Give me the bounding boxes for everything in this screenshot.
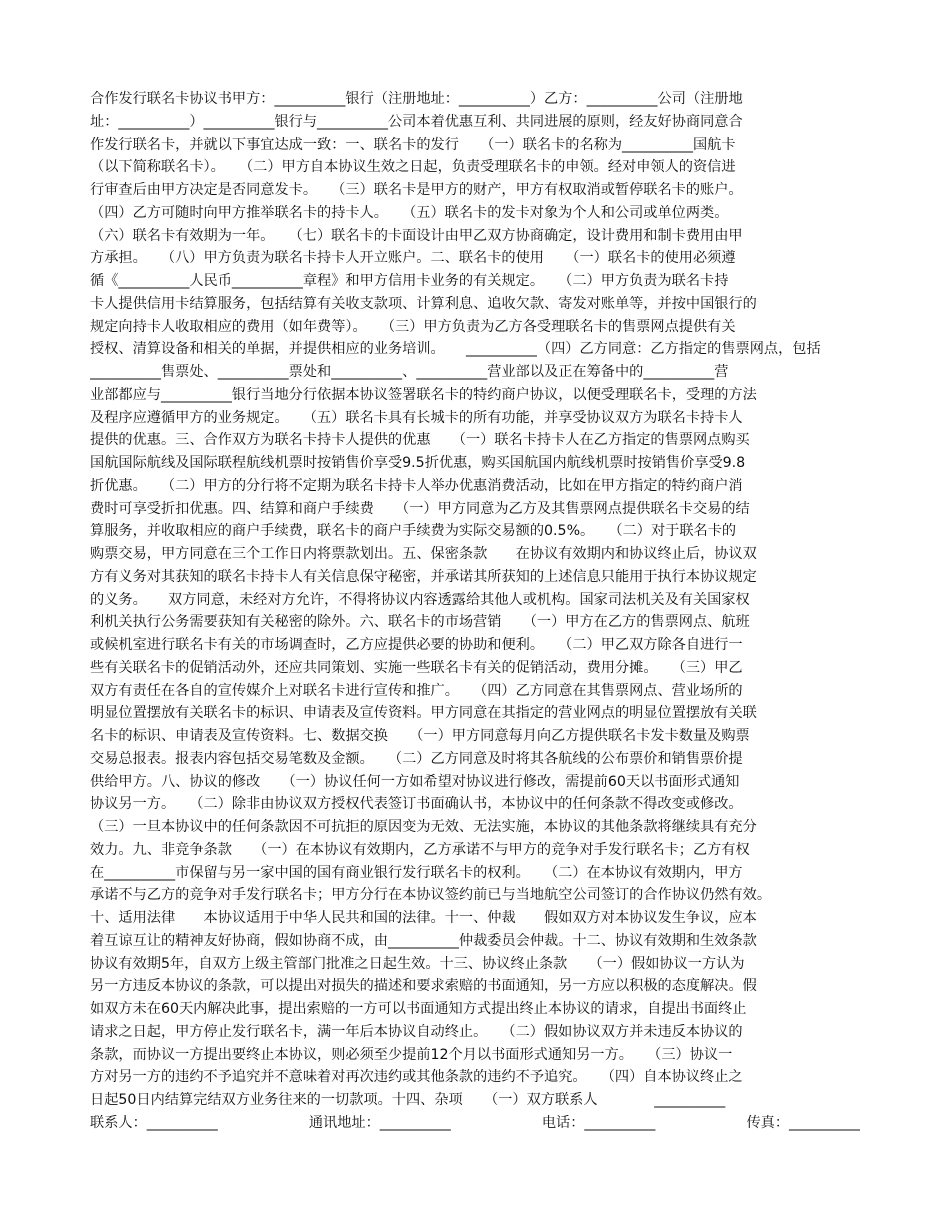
text-line: 交易总报表。报表内容包括交易笔数及金额。 （二）乙方同意及时将其各航线的公布票价和销售票价提 <box>90 750 743 767</box>
text-line: 或候机室进行联名卡有关的市场调查时，乙方应提供必要的协助和便利。 （二）甲乙双方除各自进行一 <box>90 637 743 653</box>
text-line: 供给甲方。八、协议的修改 （一）协议任何一方如希望对协议进行修改，需提前60天以书面形式通知 <box>90 773 740 790</box>
text-line: 方有义务对其获知的联名卡持卡人有关信息保守秘密，并承诺其所获知的上述信息只能用于执行本协议规定 <box>90 568 757 585</box>
text-line: 协议有效期5年，自双方上级主管部门批准之日起生效。十三、协议终止条款 （一）假如协议一方认为 <box>90 955 745 972</box>
text-line: 授权、清算设备和相关的单据，并提供相应的业务培训。 __________（四）乙方同意：乙方指定的售票网点，包括 <box>90 341 821 358</box>
text-line: 明显位置摆放有关联名卡的标识、申请表及宣传资料。甲方同意在其指定的营业网点的明显位置摆放有关联 <box>90 705 757 722</box>
contact-person-field: 联系人：__________ <box>90 1114 218 1131</box>
text-line: 双方有责任在各自的宣传媒介上对联名卡进行宣传和推广。 （四）乙方同意在其售票网点、营业场所的 <box>90 682 743 699</box>
text-line: 利机关执行公务需要获知有关秘密的除外。六、联名卡的市场营销 （一）甲方在乙方的售票网点、航班 <box>90 614 750 631</box>
phone-field: 电话：__________ <box>541 1114 656 1131</box>
text-line: 合作发行联名卡协议书甲方：__________银行（注册地址：__________）乙方：__________公司（注册地 <box>90 91 743 107</box>
text-line: 协议另一方。 （二）除非由协议双方授权代表签订书面确认书，本协议中的任何条款不得改变或修改。 <box>90 796 743 813</box>
text-line: 日起50日内结算完结双方业务往来的一切款项。十四、杂项 （一）双方联系人 __________ <box>90 1092 726 1108</box>
text-line: 址：__________）__________银行与__________公司本着优惠互利、共同进展的原则，经友好协商同意合 <box>90 113 743 130</box>
contact-info-row <box>90 1112 860 1135</box>
text-line: 折优惠。 （二）甲方的分行将不定期为联名卡持卡人举办优惠消费活动，比如在甲方指定的特约商户消 <box>90 477 743 494</box>
text-line: （六）联名卡有效期为一年。 （七）联名卡的卡面设计由甲乙双方协商确定，设计费用和制卡费用由甲 <box>90 227 743 244</box>
text-line: 及程序应遵循甲方的业务规定。 （五）联名卡具有长城卡的所有功能，并享受协议双方为联名卡持卡人 <box>90 409 743 426</box>
text-line: 的义务。 双方同意，未经对方允许，不得将协议内容透露给其他人或机构。国家司法机关及有关国家权 <box>90 591 750 608</box>
text-line: 着互谅互让的精神友好协商，假如协商不成，由__________仲裁委员会仲裁。十二、协议有效期和生效条款 <box>90 932 757 949</box>
text-line: 业部都应与__________银行当地分行依据本协议签署联名卡的特约商户协议，以便受理联名卡，受理的方法 <box>90 386 757 403</box>
text-line: 国航国际航线及国际联程航线机票时按销售价享受9.5折优惠，购买国航国内航线机票时按销售价享受9.8 <box>90 455 746 471</box>
text-line: 另一方违反本协议的条款，可以提出对损失的描述和要求索赔的书面通知，另一方应以积极的态度解决。假 <box>90 978 757 995</box>
text-line: 算服务，并收取相应的商户手续费，联名卡的商户手续费为实际交易额的0.5%。 （二）对于联名卡的 <box>90 523 737 540</box>
fax-field: 传真：__________ <box>746 1114 860 1131</box>
text-line: 条款，而协议一方提出要终止本协议，则必须至少提前12个月以书面形式通知另一方。 （三）协议一 <box>90 1046 733 1063</box>
text-line: 卡人提供信用卡结算服务，包括结算有关收支款项、计算利息、追收欠款、寄发对账单等，并按中国银行的 <box>90 295 757 312</box>
text-line: 作发行联名卡，并就以下事宜达成一致：一、联名卡的发行 （一）联名卡的名称为__________国航卡 <box>90 136 736 153</box>
text-line: 效力。九、非竞争条款 （一）在本协议有效期内，乙方承诺不与甲方的竞争对手发行联名卡；乙方有权 <box>90 841 750 858</box>
text-line: 在__________市保留与另一家中国的国有商业银行发行联名卡的权利。 （二）在本协议有效期内，甲方 <box>90 864 743 881</box>
text-line: 行审查后由甲方决定是否同意发卡。 （三）联名卡是甲方的财产，甲方有权取消或暂停联名卡的账户。 <box>90 182 743 198</box>
text-line: （以下简称联名卡）。 （二）甲方自本协议生效之日起，负责受理联名卡的申领。经对申领人的资信进 <box>90 159 736 176</box>
text-line: 些有关联名卡的促销活动外，还应共同策划、实施一些联名卡有关的促销活动，费用分摊。 （三）甲乙 <box>90 659 743 676</box>
text-line: （三）一旦本协议中的任何条款因不可抗拒的原因变为无效、无法实施，本协议的其他条款将继续具有充分 <box>90 819 757 835</box>
text-line: 提供的优惠。三、合作双方为联名卡持卡人提供的优惠 （一）联名卡持卡人在乙方指定的售票网点购买 <box>90 432 750 449</box>
text-line: 如双方未在60天内解决此事，提出索赔的一方可以书面通知方式提出终止本协议的请求，自提出书面终止 <box>90 1001 747 1017</box>
text-line: 方对另一方的违约不予追究并不意味着对再次违约或其他条款的违约不予追究。 （四）自本协议终止之 <box>90 1069 743 1086</box>
text-line: __________售票处、__________票处和__________、__________营业部以及正在筹备中的__________营 <box>90 364 729 380</box>
text-line: （四）乙方可随时向甲方推举联名卡的持卡人。 （五）联名卡的发卡对象为个人和公司或单位两类。 <box>90 204 729 221</box>
text-line: 承诺不与乙方的竞争对手发行联名卡；甲方分行在本协议签约前已与当地航空公司签订的合作协议仍然有效。 <box>90 887 772 904</box>
mailing-address-field: 通讯地址：__________ <box>308 1114 451 1131</box>
text-line: 循《__________人民币__________章程》和甲方信用卡业务的有关规定。 （二）甲方负责为联名卡持 <box>90 273 729 289</box>
text-line: 购票交易，甲方同意在三个工作日内将票款划出。五、保密条款 在协议有效期内和协议终止后，协议双 <box>90 546 757 562</box>
text-line: 十、适用法律 本协议适用于中华人民共和国的法律。十一、仲裁 假如双方对本协议发生争议，应本 <box>90 910 757 926</box>
text-line: 费时可享受折扣优惠。四、结算和商户手续费 （一）甲方同意为乙方及其售票网点提供联名卡交易的结 <box>90 500 750 517</box>
text-line: 请求之日起，甲方停止发行联名卡，满一年后本协议自动终止。 （二）假如协议双方并未违反本协议的 <box>90 1023 743 1040</box>
text-line: 规定向持卡人收取相应的费用（如年费等）。 （三）甲方负责为乙方各受理联名卡的售票网点提供有关 <box>90 318 736 335</box>
agreement-body-text <box>90 88 860 1135</box>
text-line: 名卡的标识、申请表及宣传资料。七、数据交换 （一）甲方同意每月向乙方提供联名卡发卡数量及购票 <box>90 728 750 744</box>
text-line: 方承担。 （八）甲方负责为联名卡持卡人开立账户。二、联名卡的使用 （一）联名卡的使用必须遵 <box>90 250 736 267</box>
